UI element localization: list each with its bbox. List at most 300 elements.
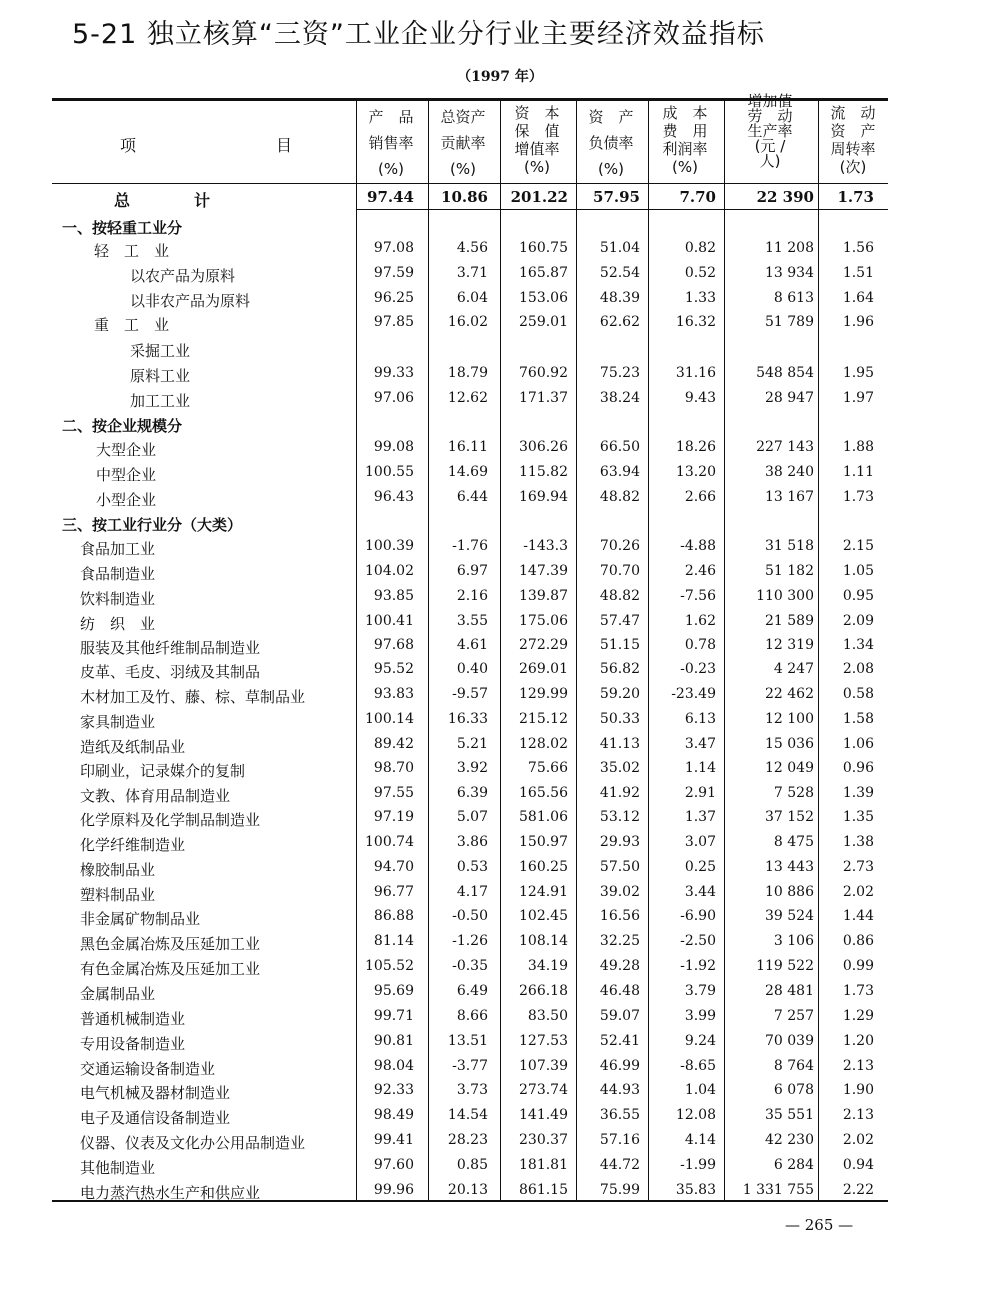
table-cell: 50.33: [599, 711, 640, 727]
column-header-line: 产 品: [368, 108, 414, 126]
table-cell: 39.02: [599, 884, 640, 900]
table-cell: 169.94: [519, 489, 568, 505]
table-cell: 119 522: [756, 958, 814, 974]
row-label: 电子及通信设备制造业: [80, 1109, 231, 1127]
table-cell: 581.06: [519, 809, 568, 825]
row-label: 重 工 业: [94, 316, 170, 334]
column-header-line: 资 产: [588, 108, 634, 126]
table-cell: 9.43: [684, 390, 716, 406]
table-cell: 0.52: [684, 265, 716, 281]
table-cell: 1.73: [842, 489, 874, 505]
table-cell: 10 886: [765, 884, 814, 900]
table-cell: 1 331 755: [742, 1182, 814, 1198]
table-cell: 139.87: [519, 588, 568, 604]
table-cell: 46.99: [599, 1058, 640, 1074]
table-cell: 12 049: [765, 760, 814, 776]
table-cell: 0.82: [684, 240, 716, 256]
table-cell: 147.39: [519, 563, 568, 579]
table-cell: 35.02: [599, 760, 640, 776]
table-cell: 1.33: [684, 290, 716, 306]
table-cell: 18.26: [675, 439, 716, 455]
table-cell: 35 551: [765, 1107, 814, 1123]
row-label: 饮料制造业: [80, 590, 156, 608]
row-label: 加工工业: [130, 392, 191, 410]
table-cell: 5.07: [456, 809, 488, 825]
table-cell: 21 589: [765, 613, 814, 629]
column-header-line: 销售率: [368, 134, 414, 152]
table-cell: -8.65: [680, 1058, 716, 1074]
table-cell: 2.13: [842, 1058, 874, 1074]
table-cell: 227 143: [756, 439, 814, 455]
column-header-line: 成 本: [662, 104, 708, 122]
row-label: 以非农产品为原料: [130, 292, 251, 310]
table-cell: 1.34: [842, 637, 874, 653]
table-cell: 38 240: [765, 464, 814, 480]
column-header-line: 资 本: [514, 104, 560, 122]
row-label: 化学纤维制造业: [80, 836, 186, 854]
column-header-line: (%): [524, 158, 550, 176]
table-cell: 1.39: [842, 785, 874, 801]
table-cell: 97.59: [373, 265, 414, 281]
table-cell: 1.90: [842, 1082, 874, 1098]
table-cell: -1.92: [680, 958, 716, 974]
table-cell: 99.71: [373, 1008, 414, 1024]
table-cell: -1.26: [452, 933, 488, 949]
table-cell: 53.12: [599, 809, 640, 825]
table-cell: 52.54: [599, 265, 640, 281]
table-cell: 75.99: [599, 1182, 640, 1198]
table-cell: 3.73: [456, 1082, 488, 1098]
table-cell: 36.55: [599, 1107, 640, 1123]
table-cell: -3.77: [452, 1058, 488, 1074]
table-cell: 6.04: [456, 290, 488, 306]
column-header-line: 保 值: [514, 122, 560, 140]
table-cell: -0.23: [680, 661, 716, 677]
table-cell: 12.62: [447, 390, 488, 406]
table-cell: 3.79: [684, 983, 716, 999]
table-cell: 6.97: [456, 563, 488, 579]
row-label: 以农产品为原料: [130, 267, 236, 285]
table-cell: 49.28: [599, 958, 640, 974]
table-cell: 16.56: [599, 908, 640, 924]
table-cell: 4.14: [684, 1132, 716, 1148]
table-cell: 1.56: [842, 240, 874, 256]
table-cell: 3.99: [684, 1008, 716, 1024]
table-cell: 97.68: [373, 637, 414, 653]
table-cell: -6.90: [680, 908, 716, 924]
table-cell: 98.04: [373, 1058, 414, 1074]
column-header-line: (元 /: [754, 137, 786, 155]
table-cell: 3.44: [684, 884, 716, 900]
column-header: [576, 104, 646, 182]
table-cell: 124.91: [519, 884, 568, 900]
table-cell: 13.20: [675, 464, 716, 480]
table-cell: 1.44: [842, 908, 874, 924]
row-label: 其他制造业: [80, 1159, 156, 1177]
total-rule: [356, 209, 888, 210]
table-cell: 160.75: [519, 240, 568, 256]
row-label: 纺 织 业: [80, 615, 156, 633]
table-cell: 1.51: [842, 265, 874, 281]
table-cell: 1.64: [842, 290, 874, 306]
table-cell: 99.08: [373, 439, 414, 455]
table-cell: 16.32: [675, 314, 716, 330]
table-cell: 16.02: [447, 314, 488, 330]
table-cell: 32.25: [599, 933, 640, 949]
row-label: 电气机械及器材制造业: [80, 1084, 231, 1102]
table-cell: 95.52: [373, 661, 414, 677]
table-cell: 83.50: [527, 1008, 568, 1024]
header-item-left: 项: [120, 136, 137, 155]
row-label: 采掘工业: [130, 342, 191, 360]
table-cell: -143.3: [523, 538, 568, 554]
table-cell: 75.23: [599, 365, 640, 381]
table-cell: 59.07: [599, 1008, 640, 1024]
table-cell: 22 390: [756, 188, 814, 206]
table-cell: 99.96: [373, 1182, 414, 1198]
table-cell: 1.97: [842, 390, 874, 406]
column-header-line: (%): [450, 160, 476, 178]
table-cell: 128.02: [519, 736, 568, 752]
column-header: [648, 104, 722, 176]
table-cell: 0.95: [842, 588, 874, 604]
table-cell: 3.47: [684, 736, 716, 752]
table-cell: -0.35: [452, 958, 488, 974]
table-cell: 3.71: [456, 265, 488, 281]
table-cell: 57.47: [599, 613, 640, 629]
table-cell: 102.45: [519, 908, 568, 924]
table-cell: 51 789: [765, 314, 814, 330]
table-cell: 41.92: [599, 785, 640, 801]
page-number: — 265 —: [785, 1216, 854, 1234]
table-cell: 44.72: [599, 1157, 640, 1173]
table-cell: 1.04: [684, 1082, 716, 1098]
column-header-line: 资 产: [830, 122, 876, 140]
column-header-line: (次): [839, 158, 867, 176]
table-cell: 100.14: [365, 711, 414, 727]
table-cell: 175.06: [519, 613, 568, 629]
column-header-line: 生产率: [747, 122, 793, 140]
table-cell: 160.25: [519, 859, 568, 875]
table-cell: 92.33: [373, 1082, 414, 1098]
row-label: 大型企业: [96, 441, 157, 459]
table-cell: 2.73: [842, 859, 874, 875]
table-cell: 28 481: [765, 983, 814, 999]
table-cell: 96.25: [373, 290, 414, 306]
total-row-label: 总 计: [114, 191, 211, 210]
table-cell: 41.13: [599, 736, 640, 752]
row-label: 原料工业: [130, 367, 191, 385]
table-cell: 16.11: [447, 439, 488, 455]
table-cell: 3.86: [456, 834, 488, 850]
header-item-right: 目: [276, 136, 293, 155]
column-header-line: (%): [598, 160, 624, 178]
table-cell: 4.17: [456, 884, 488, 900]
row-label: 三、按工业行业分（大类）: [62, 516, 243, 534]
table-cell: 52.41: [599, 1033, 640, 1049]
row-label: 小型企业: [96, 491, 157, 509]
table-cell: 13.51: [447, 1033, 488, 1049]
table-cell: 269.01: [519, 661, 568, 677]
table-cell: 165.56: [519, 785, 568, 801]
table-cell: 95.69: [373, 983, 414, 999]
table-cell: 1.73: [837, 188, 874, 206]
table-cell: 20.13: [447, 1182, 488, 1198]
table-cell: 97.85: [373, 314, 414, 330]
table-cell: 75.66: [527, 760, 568, 776]
table-cell: 100.55: [365, 464, 414, 480]
table-cell: 0.58: [842, 686, 874, 702]
table-cell: 108.14: [519, 933, 568, 949]
table-cell: 99.41: [373, 1132, 414, 1148]
table-cell: 37 152: [765, 809, 814, 825]
column-header: [428, 104, 498, 182]
table-cell: 57.16: [599, 1132, 640, 1148]
table-cell: -4.88: [680, 538, 716, 554]
table-cell: 1.06: [842, 736, 874, 752]
table-cell: 97.08: [373, 240, 414, 256]
table-cell: 31.16: [675, 365, 716, 381]
table-cell: 28 947: [765, 390, 814, 406]
table-cell: 28.23: [447, 1132, 488, 1148]
row-label: 橡胶制品业: [80, 861, 156, 879]
table-cell: 2.66: [684, 489, 716, 505]
row-label: 中型企业: [96, 466, 157, 484]
table-cell: 0.86: [842, 933, 874, 949]
table-cell: -1.76: [452, 538, 488, 554]
table-cell: 150.97: [519, 834, 568, 850]
row-label: 印刷业，记录媒介的复制: [80, 762, 246, 780]
table-cell: 2.13: [842, 1107, 874, 1123]
table-cell: 97.19: [373, 809, 414, 825]
table-cell: 16.33: [447, 711, 488, 727]
table-cell: 3.07: [684, 834, 716, 850]
table-cell: 1.11: [842, 464, 874, 480]
table-cell: -9.57: [452, 686, 488, 702]
table-cell: 230.37: [519, 1132, 568, 1148]
table-cell: 1.35: [842, 809, 874, 825]
table-cell: 63.94: [599, 464, 640, 480]
table-cell: 99.33: [373, 365, 414, 381]
table-cell: 0.25: [684, 859, 716, 875]
table-cell: 46.48: [599, 983, 640, 999]
row-label: 皮革、毛皮、羽绒及其制品: [80, 663, 261, 681]
table-cell: 127.53: [519, 1033, 568, 1049]
table-cell: 93.85: [373, 588, 414, 604]
table-cell: 94.70: [373, 859, 414, 875]
table-cell: 34.19: [527, 958, 568, 974]
table-cell: -23.49: [671, 686, 716, 702]
table-cell: 44.93: [599, 1082, 640, 1098]
column-header-line: (%): [378, 160, 404, 178]
column-header: [724, 94, 816, 169]
row-label: 仪器、仪表及文化办公用品制造业: [80, 1134, 306, 1152]
table-cell: 14.69: [447, 464, 488, 480]
table-cell: 8 613: [773, 290, 814, 306]
table-cell: 1.96: [842, 314, 874, 330]
table-cell: 259.01: [519, 314, 568, 330]
table-cell: 4.61: [456, 637, 488, 653]
table-cell: 100.39: [365, 538, 414, 554]
table-cell: 98.70: [373, 760, 414, 776]
table-cell: 59.20: [599, 686, 640, 702]
table-cell: 201.22: [510, 188, 568, 206]
table-cell: 13 443: [765, 859, 814, 875]
table-cell: 141.49: [519, 1107, 568, 1123]
table-cell: 11 208: [765, 240, 814, 256]
column-header-line: 贡献率: [440, 134, 486, 152]
table-cell: 6.49: [456, 983, 488, 999]
table-cell: 70 039: [765, 1033, 814, 1049]
table-cell: 7 528: [773, 785, 814, 801]
column-header: [500, 104, 574, 176]
table-cell: 2.09: [842, 613, 874, 629]
table-cell: 12 100: [765, 711, 814, 727]
table-cell: 272.29: [519, 637, 568, 653]
table-cell: 3 106: [773, 933, 814, 949]
table-cell: 29.93: [599, 834, 640, 850]
row-label: 二、按企业规模分: [62, 417, 183, 435]
column-header-line: 负债率: [588, 134, 634, 152]
table-cell: 0.99: [842, 958, 874, 974]
table-cell: 1.38: [842, 834, 874, 850]
table-cell: 39 524: [765, 908, 814, 924]
table-cell: 51.15: [599, 637, 640, 653]
table-cell: 273.74: [519, 1082, 568, 1098]
table-cell: 97.44: [367, 188, 414, 206]
table-cell: 1.20: [842, 1033, 874, 1049]
table-cell: 6.44: [456, 489, 488, 505]
row-label: 化学原料及化学制品制造业: [80, 811, 261, 829]
table-cell: 97.55: [373, 785, 414, 801]
row-label: 交通运输设备制造业: [80, 1060, 216, 1078]
table-cell: 165.87: [519, 265, 568, 281]
table-cell: 760.92: [519, 365, 568, 381]
table-cell: 89.42: [373, 736, 414, 752]
column-header-line: 费 用: [662, 122, 708, 140]
column-header-line: 劳 动: [747, 107, 793, 125]
column-header-line: 增加值: [747, 92, 793, 110]
table-cell: 215.12: [519, 711, 568, 727]
row-label: 食品加工业: [80, 540, 156, 558]
table-cell: 4.56: [456, 240, 488, 256]
table-cell: 3.92: [456, 760, 488, 776]
table-cell: 6.39: [456, 785, 488, 801]
table-cell: 153.06: [519, 290, 568, 306]
table-cell: 0.78: [684, 637, 716, 653]
table-title: 5-21 独立核算“三资”工业企业分行业主要经济效益指标: [72, 19, 765, 50]
table-cell: 2.16: [456, 588, 488, 604]
table-cell: 81.14: [373, 933, 414, 949]
table-cell: 38.24: [599, 390, 640, 406]
table-cell: 4 247: [773, 661, 814, 677]
table-cell: 1.95: [842, 365, 874, 381]
header-rule: [52, 183, 888, 184]
table-cell: 0.53: [456, 859, 488, 875]
table-cell: 14.54: [447, 1107, 488, 1123]
table-cell: 90.81: [373, 1033, 414, 1049]
table-cell: 2.46: [684, 563, 716, 579]
table-cell: 105.52: [365, 958, 414, 974]
table-cell: 9.24: [684, 1033, 716, 1049]
table-cell: 110 300: [756, 588, 814, 604]
table-cell: 3.55: [456, 613, 488, 629]
row-label: 黑色金属冶炼及压延加工业: [80, 935, 261, 953]
column-header: [818, 104, 888, 176]
row-label: 造纸及纸制品业: [80, 738, 186, 756]
table-cell: 0.85: [456, 1157, 488, 1173]
table-cell: 96.77: [373, 884, 414, 900]
row-label: 一、按轻重工业分: [62, 219, 183, 237]
table-cell: 12.08: [675, 1107, 716, 1123]
table-cell: 107.39: [519, 1058, 568, 1074]
table-cell: 548 854: [756, 365, 814, 381]
table-cell: 57.50: [599, 859, 640, 875]
row-label: 服装及其他纤维制品制造业: [80, 639, 261, 657]
table-cell: 12 319: [765, 637, 814, 653]
row-label: 非金属矿物制品业: [80, 910, 201, 928]
column-header-line: 人): [759, 152, 781, 170]
table-cell: 48.82: [599, 588, 640, 604]
table-cell: 70.70: [599, 563, 640, 579]
table-cell: 129.99: [519, 686, 568, 702]
table-cell: 1.58: [842, 711, 874, 727]
table-cell: 48.39: [599, 290, 640, 306]
row-label: 塑料制品业: [80, 886, 156, 904]
table-cell: 6.13: [684, 711, 716, 727]
table-cell: -2.50: [680, 933, 716, 949]
table-cell: 861.15: [519, 1182, 568, 1198]
table-cell: 15 036: [765, 736, 814, 752]
table-cell: 1.14: [684, 760, 716, 776]
table-cell: 6 078: [773, 1082, 814, 1098]
table-cell: 306.26: [519, 439, 568, 455]
table-cell: 104.02: [365, 563, 414, 579]
table-cell: 6 284: [773, 1157, 814, 1173]
table-cell: -7.56: [680, 588, 716, 604]
table-cell: 100.41: [365, 613, 414, 629]
table-cell: 62.62: [599, 314, 640, 330]
row-label: 专用设备制造业: [80, 1035, 186, 1053]
table-cell: 7.70: [679, 188, 716, 206]
table-cell: 1.88: [842, 439, 874, 455]
table-cell: -1.99: [680, 1157, 716, 1173]
column-header-line: 利润率: [662, 140, 708, 158]
table-cell: 266.18: [519, 983, 568, 999]
table-cell: 98.49: [373, 1107, 414, 1123]
table-cell: 8 475: [773, 834, 814, 850]
table-cell: 171.37: [519, 390, 568, 406]
table-cell: 97.60: [373, 1157, 414, 1173]
row-label: 电力蒸汽热水生产和供应业: [80, 1184, 261, 1202]
table-cell: 96.43: [373, 489, 414, 505]
table-cell: 1.73: [842, 983, 874, 999]
row-label: 家具制造业: [80, 713, 156, 731]
table-cell: 13 167: [765, 489, 814, 505]
table-cell: 56.82: [599, 661, 640, 677]
row-label: 有色金属冶炼及压延加工业: [80, 960, 261, 978]
table-cell: 51 182: [765, 563, 814, 579]
table-year: （1997 年）: [457, 69, 543, 85]
column-header-line: 增值率: [514, 140, 560, 158]
row-label: 文教、体育用品制造业: [80, 787, 231, 805]
table-cell: 7 257: [773, 1008, 814, 1024]
table-cell: 48.82: [599, 489, 640, 505]
table-cell: 8.66: [456, 1008, 488, 1024]
table-cell: 13 934: [765, 265, 814, 281]
table-cell: 70.26: [599, 538, 640, 554]
column-header: [356, 104, 426, 182]
